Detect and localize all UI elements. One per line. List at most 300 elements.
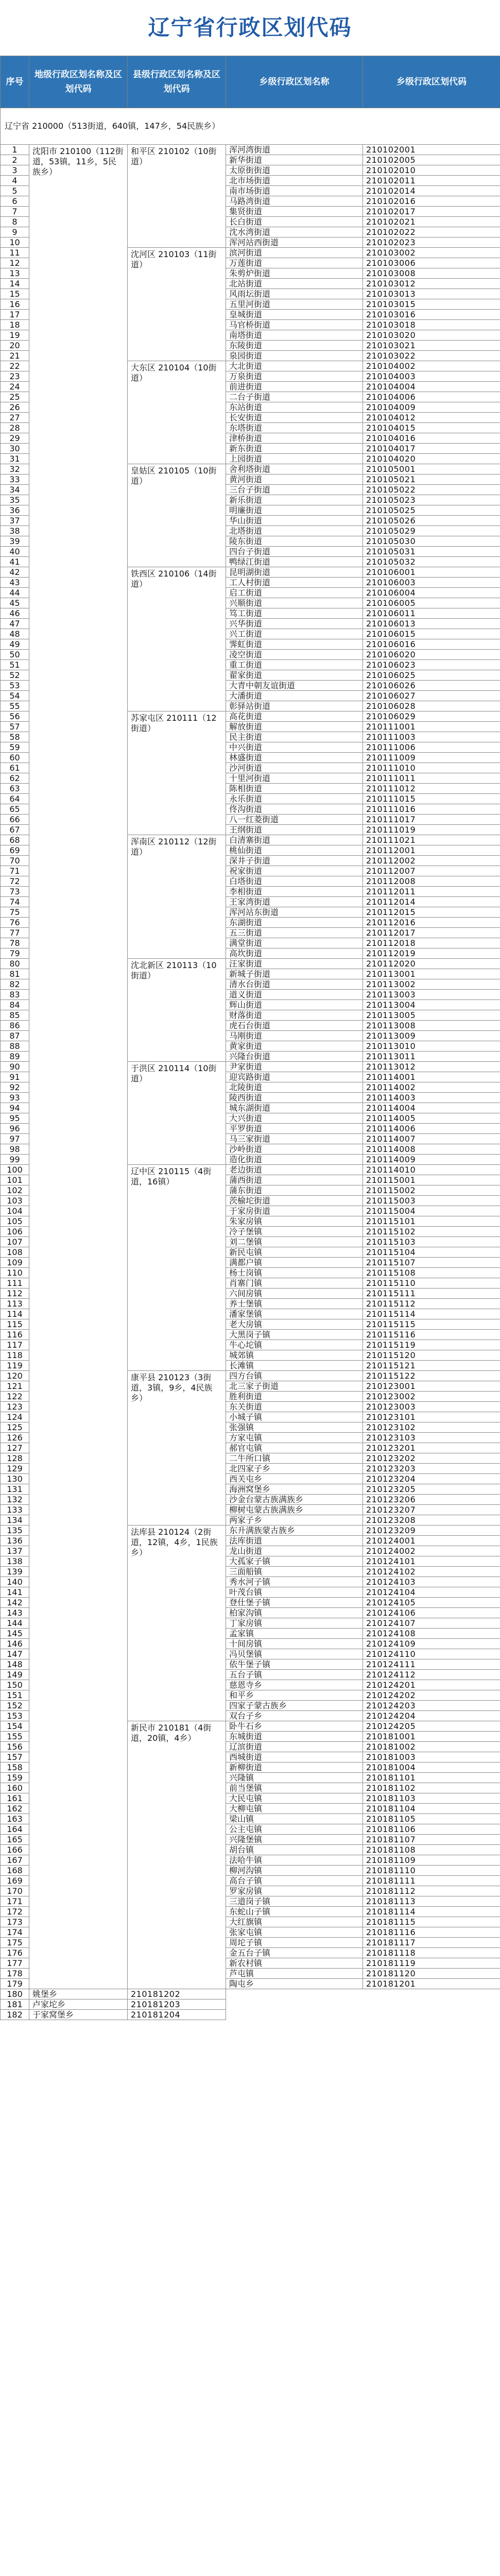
town-name-cell: 法哈牛镇 — [226, 1855, 363, 1866]
town-code-cell: 210115112 — [363, 1299, 500, 1309]
town-name-cell: 慈恩寺乡 — [226, 1680, 363, 1690]
town-code-cell: 210115116 — [363, 1330, 500, 1340]
town-name-cell: 陈相街道 — [226, 784, 363, 794]
town-name-cell: 桃仙街道 — [226, 845, 363, 856]
town-code-cell: 210123209 — [363, 1526, 500, 1536]
town-code-cell: 210112016 — [363, 918, 500, 928]
row-seq: 165 — [1, 1835, 29, 1845]
town-code-cell: 210115002 — [363, 1185, 500, 1196]
row-seq: 68 — [1, 835, 29, 845]
town-name-cell: 冷子堡镇 — [226, 1227, 363, 1237]
row-seq: 106 — [1, 1227, 29, 1237]
town-code-cell: 210104004 — [363, 382, 500, 392]
row-seq: 46 — [1, 608, 29, 619]
town-code-cell: 210181102 — [363, 1783, 500, 1793]
town-code-cell: 210124204 — [363, 1711, 500, 1721]
town-code-cell: 210105032 — [363, 557, 500, 567]
county-cell: 苏家屯区 210111（12街道） — [128, 711, 226, 835]
town-name-cell: 高坎街道 — [226, 948, 363, 959]
town-code-cell: 210105021 — [363, 474, 500, 485]
town-code-cell: 210124103 — [363, 1577, 500, 1587]
row-seq: 63 — [1, 784, 29, 794]
town-code-cell: 210124205 — [363, 1721, 500, 1732]
row-seq: 72 — [1, 876, 29, 887]
town-name-cell: 前进街道 — [226, 382, 363, 392]
town-code-cell: 210115101 — [363, 1216, 500, 1227]
row-seq: 7 — [1, 207, 29, 217]
town-code-cell: 210113008 — [363, 1021, 500, 1031]
town-name-cell: 北四家子乡 — [226, 1464, 363, 1474]
town-code-cell: 210123003 — [363, 1402, 500, 1412]
town-name-cell: 陵西街道 — [226, 1093, 363, 1103]
town-code-cell: 210123204 — [363, 1474, 500, 1484]
row-seq: 160 — [1, 1783, 29, 1793]
town-name-cell: 满都户镇 — [226, 1258, 363, 1268]
town-name-cell: 新农村镇 — [226, 1958, 363, 1969]
town-name-cell: 五里河街道 — [226, 299, 363, 310]
row-seq: 126 — [1, 1433, 29, 1443]
row-seq: 60 — [1, 753, 29, 763]
town-name-cell: 津桥街道 — [226, 433, 363, 444]
row-seq: 15 — [1, 289, 29, 299]
row-seq: 102 — [1, 1185, 29, 1196]
row-seq: 43 — [1, 578, 29, 588]
town-name-cell: 张强镇 — [226, 1422, 363, 1433]
town-code-cell: 210181120 — [363, 1969, 500, 1979]
town-name-cell: 柏家沟镇 — [226, 1608, 363, 1618]
row-seq: 13 — [1, 268, 29, 279]
header-town-code: 乡级行政区划代码 — [363, 56, 500, 108]
town-name-cell: 白塔街道 — [226, 876, 363, 887]
town-name-cell: 蒲西街道 — [226, 1175, 363, 1185]
town-name-cell: 老大房镇 — [226, 1319, 363, 1330]
town-name-cell: 三面船镇 — [226, 1567, 363, 1577]
town-code-cell: 210181115 — [363, 1917, 500, 1927]
row-seq: 89 — [1, 1052, 29, 1062]
row-seq: 65 — [1, 804, 29, 815]
town-name-cell: 马路湾街道 — [226, 196, 363, 207]
town-name-cell: 北陵街道 — [226, 1082, 363, 1093]
town-code-cell: 210103022 — [363, 351, 500, 361]
row-seq: 171 — [1, 1896, 29, 1907]
row-seq: 159 — [1, 1773, 29, 1783]
town-name-cell: 四家子蒙古族乡 — [226, 1701, 363, 1711]
town-code-cell: 210105001 — [363, 464, 500, 474]
town-name-cell: 冯贝堡镇 — [226, 1649, 363, 1659]
town-code-cell: 210112001 — [363, 845, 500, 856]
town-code-cell: 210114006 — [363, 1124, 500, 1134]
town-code-cell: 210181111 — [363, 1876, 500, 1886]
row-seq: 20 — [1, 341, 29, 351]
row-seq: 157 — [1, 1752, 29, 1762]
town-name-cell: 迎宾路街道 — [226, 1072, 363, 1082]
town-name-cell: 王纲街道 — [226, 825, 363, 835]
town-name-cell: 万泉街道 — [226, 371, 363, 382]
row-seq: 71 — [1, 866, 29, 876]
town-code-cell: 210115120 — [363, 1350, 500, 1361]
town-code-cell: 210106023 — [363, 660, 500, 670]
town-name-cell: 城郊镇 — [226, 1350, 363, 1361]
row-seq: 12 — [1, 258, 29, 268]
row-seq: 158 — [1, 1762, 29, 1773]
county-cell: 大东区 210104（10街道） — [128, 361, 226, 464]
town-name-cell: 北塔街道 — [226, 526, 363, 536]
town-name-cell: 平罗街道 — [226, 1124, 363, 1134]
row-seq: 64 — [1, 794, 29, 804]
town-code-cell: 210114010 — [363, 1165, 500, 1175]
town-code-cell: 210181107 — [363, 1835, 500, 1845]
row-seq: 118 — [1, 1350, 29, 1361]
town-name-cell: 华山街道 — [226, 516, 363, 526]
row-seq: 22 — [1, 361, 29, 371]
town-code-cell: 210104009 — [363, 402, 500, 413]
town-code-cell: 210111012 — [363, 784, 500, 794]
town-code-cell: 210123001 — [363, 1381, 500, 1392]
town-name-cell: 张家屯镇 — [226, 1927, 363, 1938]
town-code-cell: 210181108 — [363, 1845, 500, 1855]
row-seq: 24 — [1, 382, 29, 392]
town-name-cell: 高花街道 — [226, 711, 363, 722]
row-seq: 79 — [1, 948, 29, 959]
town-name-cell: 兴华街道 — [226, 619, 363, 629]
town-name-cell: 鸭绿江街道 — [226, 557, 363, 567]
row-seq: 139 — [1, 1567, 29, 1577]
town-code-cell: 210111003 — [363, 732, 500, 742]
town-name-cell: 三台子街道 — [226, 485, 363, 495]
row-seq: 135 — [1, 1526, 29, 1536]
table-header-row — [1, 56, 500, 108]
town-name-cell: 东蛇山子镇 — [226, 1907, 363, 1917]
town-name-cell: 公主屯镇 — [226, 1824, 363, 1835]
row-seq: 141 — [1, 1587, 29, 1598]
row-seq: 174 — [1, 1927, 29, 1938]
town-code-cell: 210106003 — [363, 578, 500, 588]
row-seq: 1 — [1, 145, 29, 155]
town-name-cell: 双台子乡 — [226, 1711, 363, 1721]
town-code-cell: 210124001 — [363, 1536, 500, 1546]
town-code-cell: 210104006 — [363, 392, 500, 402]
row-seq: 151 — [1, 1690, 29, 1701]
town-code-cell: 210104015 — [363, 423, 500, 433]
town-name-cell: 翟家街道 — [226, 670, 363, 681]
town-name-cell: 清水台街道 — [226, 979, 363, 990]
town-code-cell: 210102017 — [363, 207, 500, 217]
town-code-cell: 210181002 — [363, 1742, 500, 1752]
town-name-cell: 于家房街道 — [226, 1206, 363, 1216]
row-seq: 149 — [1, 1670, 29, 1680]
row-seq: 83 — [1, 990, 29, 1000]
row-seq: 132 — [1, 1495, 29, 1505]
row-seq: 92 — [1, 1082, 29, 1093]
row-seq: 44 — [1, 588, 29, 598]
town-code-cell: 210112018 — [363, 938, 500, 948]
town-name-cell: 北站街道 — [226, 279, 363, 289]
row-seq: 150 — [1, 1680, 29, 1690]
town-code-cell: 210181105 — [363, 1814, 500, 1824]
town-name-cell: 王家湾街道 — [226, 897, 363, 907]
row-seq: 90 — [1, 1062, 29, 1072]
town-name-cell: 汪家街道 — [226, 959, 363, 969]
town-code-cell: 210104003 — [363, 371, 500, 382]
town-code-cell: 210114005 — [363, 1113, 500, 1124]
row-seq: 38 — [1, 526, 29, 536]
row-seq: 114 — [1, 1309, 29, 1319]
town-name-cell: 永乐街道 — [226, 794, 363, 804]
row-seq: 124 — [1, 1412, 29, 1422]
town-name-cell: 李相街道 — [226, 887, 363, 897]
town-name-cell: 二台子街道 — [226, 392, 363, 402]
town-code-cell: 210181118 — [363, 1948, 500, 1958]
town-name-cell: 辉山街道 — [226, 1000, 363, 1010]
row-seq: 11 — [1, 248, 29, 258]
town-code-cell: 210123202 — [363, 1453, 500, 1464]
row-seq: 178 — [1, 1969, 29, 1979]
town-code-cell: 210181004 — [363, 1762, 500, 1773]
town-name-cell: 浑河站西街道 — [226, 238, 363, 248]
town-name-cell: 东站街道 — [226, 402, 363, 413]
town-name-cell: 四台子街道 — [226, 547, 363, 557]
town-name-cell: 虎石台街道 — [226, 1021, 363, 1031]
town-code-cell: 210111019 — [363, 825, 500, 835]
row-seq: 152 — [1, 1701, 29, 1711]
town-code-cell: 210123207 — [363, 1505, 500, 1515]
town-code-cell: 210112011 — [363, 887, 500, 897]
row-seq: 23 — [1, 371, 29, 382]
town-code-cell: 210114002 — [363, 1082, 500, 1093]
county-cell: 和平区 210102（10街道） — [128, 145, 226, 248]
row-seq: 115 — [1, 1319, 29, 1330]
town-name-cell: 芦屯镇 — [226, 1969, 363, 1979]
town-name-cell: 海洲窝堡乡 — [226, 1484, 363, 1495]
row-seq: 140 — [1, 1577, 29, 1587]
town-code-cell: 210111011 — [363, 773, 500, 784]
town-code-cell: 210106029 — [363, 711, 500, 722]
town-name-cell: 沙金台蒙古族满族乡 — [226, 1495, 363, 1505]
town-code-cell: 210111021 — [363, 835, 500, 845]
town-name-cell: 笃工街道 — [226, 608, 363, 619]
town-name-cell: 东湖街道 — [226, 918, 363, 928]
row-seq: 19 — [1, 330, 29, 341]
row-seq: 66 — [1, 815, 29, 825]
row-seq: 37 — [1, 516, 29, 526]
town-code-cell: 210181202 — [128, 1989, 226, 1999]
town-name-cell: 姚堡乡 — [29, 1989, 128, 1999]
town-code-cell: 210123101 — [363, 1412, 500, 1422]
town-code-cell: 210112002 — [363, 856, 500, 866]
row-seq: 9 — [1, 227, 29, 238]
town-name-cell: 陵东街道 — [226, 536, 363, 547]
town-name-cell: 兴隆堡镇 — [226, 1835, 363, 1845]
row-seq: 94 — [1, 1103, 29, 1113]
town-code-cell: 210112007 — [363, 866, 500, 876]
row-seq: 14 — [1, 279, 29, 289]
table-row — [1, 2010, 500, 2020]
town-code-cell: 210102010 — [363, 165, 500, 176]
town-name-cell: 大孤家子镇 — [226, 1556, 363, 1567]
row-seq: 77 — [1, 928, 29, 938]
header-seq: 序号 — [1, 56, 29, 108]
town-name-cell: 胡台镇 — [226, 1845, 363, 1855]
town-name-cell: 小城子镇 — [226, 1412, 363, 1422]
town-name-cell: 沈水湾街道 — [226, 227, 363, 238]
town-name-cell: 黄家街道 — [226, 1041, 363, 1052]
county-cell: 辽中区 210115（4街道，16镇） — [128, 1165, 226, 1371]
row-seq: 82 — [1, 979, 29, 990]
town-name-cell: 六间房镇 — [226, 1289, 363, 1299]
town-name-cell: 方家屯镇 — [226, 1433, 363, 1443]
town-code-cell: 210113001 — [363, 969, 500, 979]
town-code-cell: 210103015 — [363, 299, 500, 310]
town-name-cell: 霁虹街道 — [226, 639, 363, 650]
row-seq: 29 — [1, 433, 29, 444]
town-code-cell: 210115119 — [363, 1340, 500, 1350]
town-code-cell: 210104017 — [363, 444, 500, 454]
row-seq: 117 — [1, 1340, 29, 1350]
town-code-cell: 210124108 — [363, 1629, 500, 1639]
row-seq: 52 — [1, 670, 29, 681]
row-seq: 173 — [1, 1917, 29, 1927]
town-name-cell: 辽滨街道 — [226, 1742, 363, 1752]
row-seq: 101 — [1, 1175, 29, 1185]
row-seq: 119 — [1, 1361, 29, 1371]
row-seq: 129 — [1, 1464, 29, 1474]
row-seq: 143 — [1, 1608, 29, 1618]
town-code-cell: 210103013 — [363, 289, 500, 299]
town-name-cell: 新城子街道 — [226, 969, 363, 979]
town-code-cell: 210181114 — [363, 1907, 500, 1917]
row-seq: 28 — [1, 423, 29, 433]
town-code-cell: 210115108 — [363, 1268, 500, 1278]
town-name-cell: 养士堡镇 — [226, 1299, 363, 1309]
town-name-cell: 茨榆坨街道 — [226, 1196, 363, 1206]
town-name-cell: 两家子乡 — [226, 1515, 363, 1526]
row-seq: 104 — [1, 1206, 29, 1216]
county-cell: 新民市 210181（4街道，20镇，4乡） — [128, 1721, 226, 1989]
county-cell: 于洪区 210114（10街道） — [128, 1062, 226, 1165]
row-seq: 125 — [1, 1422, 29, 1433]
town-name-cell: 滨河街道 — [226, 248, 363, 258]
row-seq: 145 — [1, 1629, 29, 1639]
table-row — [1, 1999, 500, 2010]
row-seq: 33 — [1, 474, 29, 485]
row-seq: 41 — [1, 557, 29, 567]
town-code-cell: 210105025 — [363, 505, 500, 516]
table-row — [1, 145, 500, 155]
town-name-cell: 白清寨街道 — [226, 835, 363, 845]
town-code-cell: 210181003 — [363, 1752, 500, 1762]
town-code-cell: 210115004 — [363, 1206, 500, 1216]
town-name-cell: 沙岭街道 — [226, 1144, 363, 1155]
town-code-cell: 210181117 — [363, 1938, 500, 1948]
town-name-cell: 新华街道 — [226, 155, 363, 165]
town-code-cell: 210111017 — [363, 815, 500, 825]
town-name-cell: 潘家堡镇 — [226, 1309, 363, 1319]
town-name-cell: 叶茂台镇 — [226, 1587, 363, 1598]
row-seq: 142 — [1, 1598, 29, 1608]
row-seq: 26 — [1, 402, 29, 413]
town-name-cell: 二牛所口镇 — [226, 1453, 363, 1464]
row-seq: 105 — [1, 1216, 29, 1227]
town-code-cell: 210111009 — [363, 753, 500, 763]
town-code-cell: 210124106 — [363, 1608, 500, 1618]
town-code-cell: 210102014 — [363, 186, 500, 196]
town-name-cell: 新民屯镇 — [226, 1247, 363, 1258]
town-code-cell: 210181112 — [363, 1886, 500, 1896]
row-seq: 137 — [1, 1546, 29, 1556]
town-code-cell: 210106028 — [363, 701, 500, 711]
row-seq: 75 — [1, 907, 29, 918]
row-seq: 42 — [1, 567, 29, 578]
row-seq: 21 — [1, 351, 29, 361]
row-seq: 58 — [1, 732, 29, 742]
town-code-cell: 210115104 — [363, 1247, 500, 1258]
town-name-cell: 五台子镇 — [226, 1670, 363, 1680]
town-code-cell: 210104020 — [363, 454, 500, 464]
row-seq: 8 — [1, 217, 29, 227]
town-code-cell: 210106005 — [363, 598, 500, 608]
town-code-cell: 210111006 — [363, 742, 500, 753]
town-name-cell: 梁山镇 — [226, 1814, 363, 1824]
town-name-cell: 深井子街道 — [226, 856, 363, 866]
town-name-cell: 新东街道 — [226, 444, 363, 454]
town-code-cell: 210105022 — [363, 485, 500, 495]
row-seq: 3 — [1, 165, 29, 176]
row-seq: 108 — [1, 1247, 29, 1258]
town-code-cell: 210123205 — [363, 1484, 500, 1495]
row-seq: 59 — [1, 742, 29, 753]
town-code-cell: 210115114 — [363, 1309, 500, 1319]
town-name-cell: 南市场街道 — [226, 186, 363, 196]
town-name-cell: 秀水河子镇 — [226, 1577, 363, 1587]
town-code-cell: 210103016 — [363, 310, 500, 320]
town-code-cell: 210111001 — [363, 722, 500, 732]
row-seq: 112 — [1, 1289, 29, 1299]
town-name-cell: 风雨坛街道 — [226, 289, 363, 299]
row-seq: 172 — [1, 1907, 29, 1917]
town-code-cell: 210115111 — [363, 1289, 500, 1299]
town-name-cell: 东关街道 — [226, 1402, 363, 1412]
town-code-cell: 210124107 — [363, 1618, 500, 1629]
town-name-cell: 四方台镇 — [226, 1371, 363, 1381]
town-name-cell: 登仕堡子镇 — [226, 1598, 363, 1608]
town-code-cell: 210181204 — [128, 2010, 226, 2020]
town-name-cell: 祝家街道 — [226, 866, 363, 876]
row-seq: 144 — [1, 1618, 29, 1629]
town-name-cell: 民主街道 — [226, 732, 363, 742]
town-name-cell: 马三家街道 — [226, 1134, 363, 1144]
row-seq: 62 — [1, 773, 29, 784]
town-code-cell: 210124202 — [363, 1690, 500, 1701]
town-name-cell: 东城街道 — [226, 1732, 363, 1742]
row-seq: 56 — [1, 711, 29, 722]
town-code-cell: 210181113 — [363, 1896, 500, 1907]
town-code-cell: 210124201 — [363, 1680, 500, 1690]
row-seq: 138 — [1, 1556, 29, 1567]
town-name-cell: 皇城街道 — [226, 310, 363, 320]
town-name-cell: 大柳屯镇 — [226, 1804, 363, 1814]
town-name-cell: 上园街道 — [226, 454, 363, 464]
row-seq: 67 — [1, 825, 29, 835]
town-code-cell: 210123206 — [363, 1495, 500, 1505]
row-seq: 85 — [1, 1010, 29, 1021]
row-seq: 176 — [1, 1948, 29, 1958]
row-seq: 91 — [1, 1072, 29, 1082]
town-code-cell: 210105023 — [363, 495, 500, 505]
row-seq: 116 — [1, 1330, 29, 1340]
row-seq: 69 — [1, 845, 29, 856]
row-seq: 121 — [1, 1381, 29, 1392]
town-code-cell: 210105026 — [363, 516, 500, 526]
